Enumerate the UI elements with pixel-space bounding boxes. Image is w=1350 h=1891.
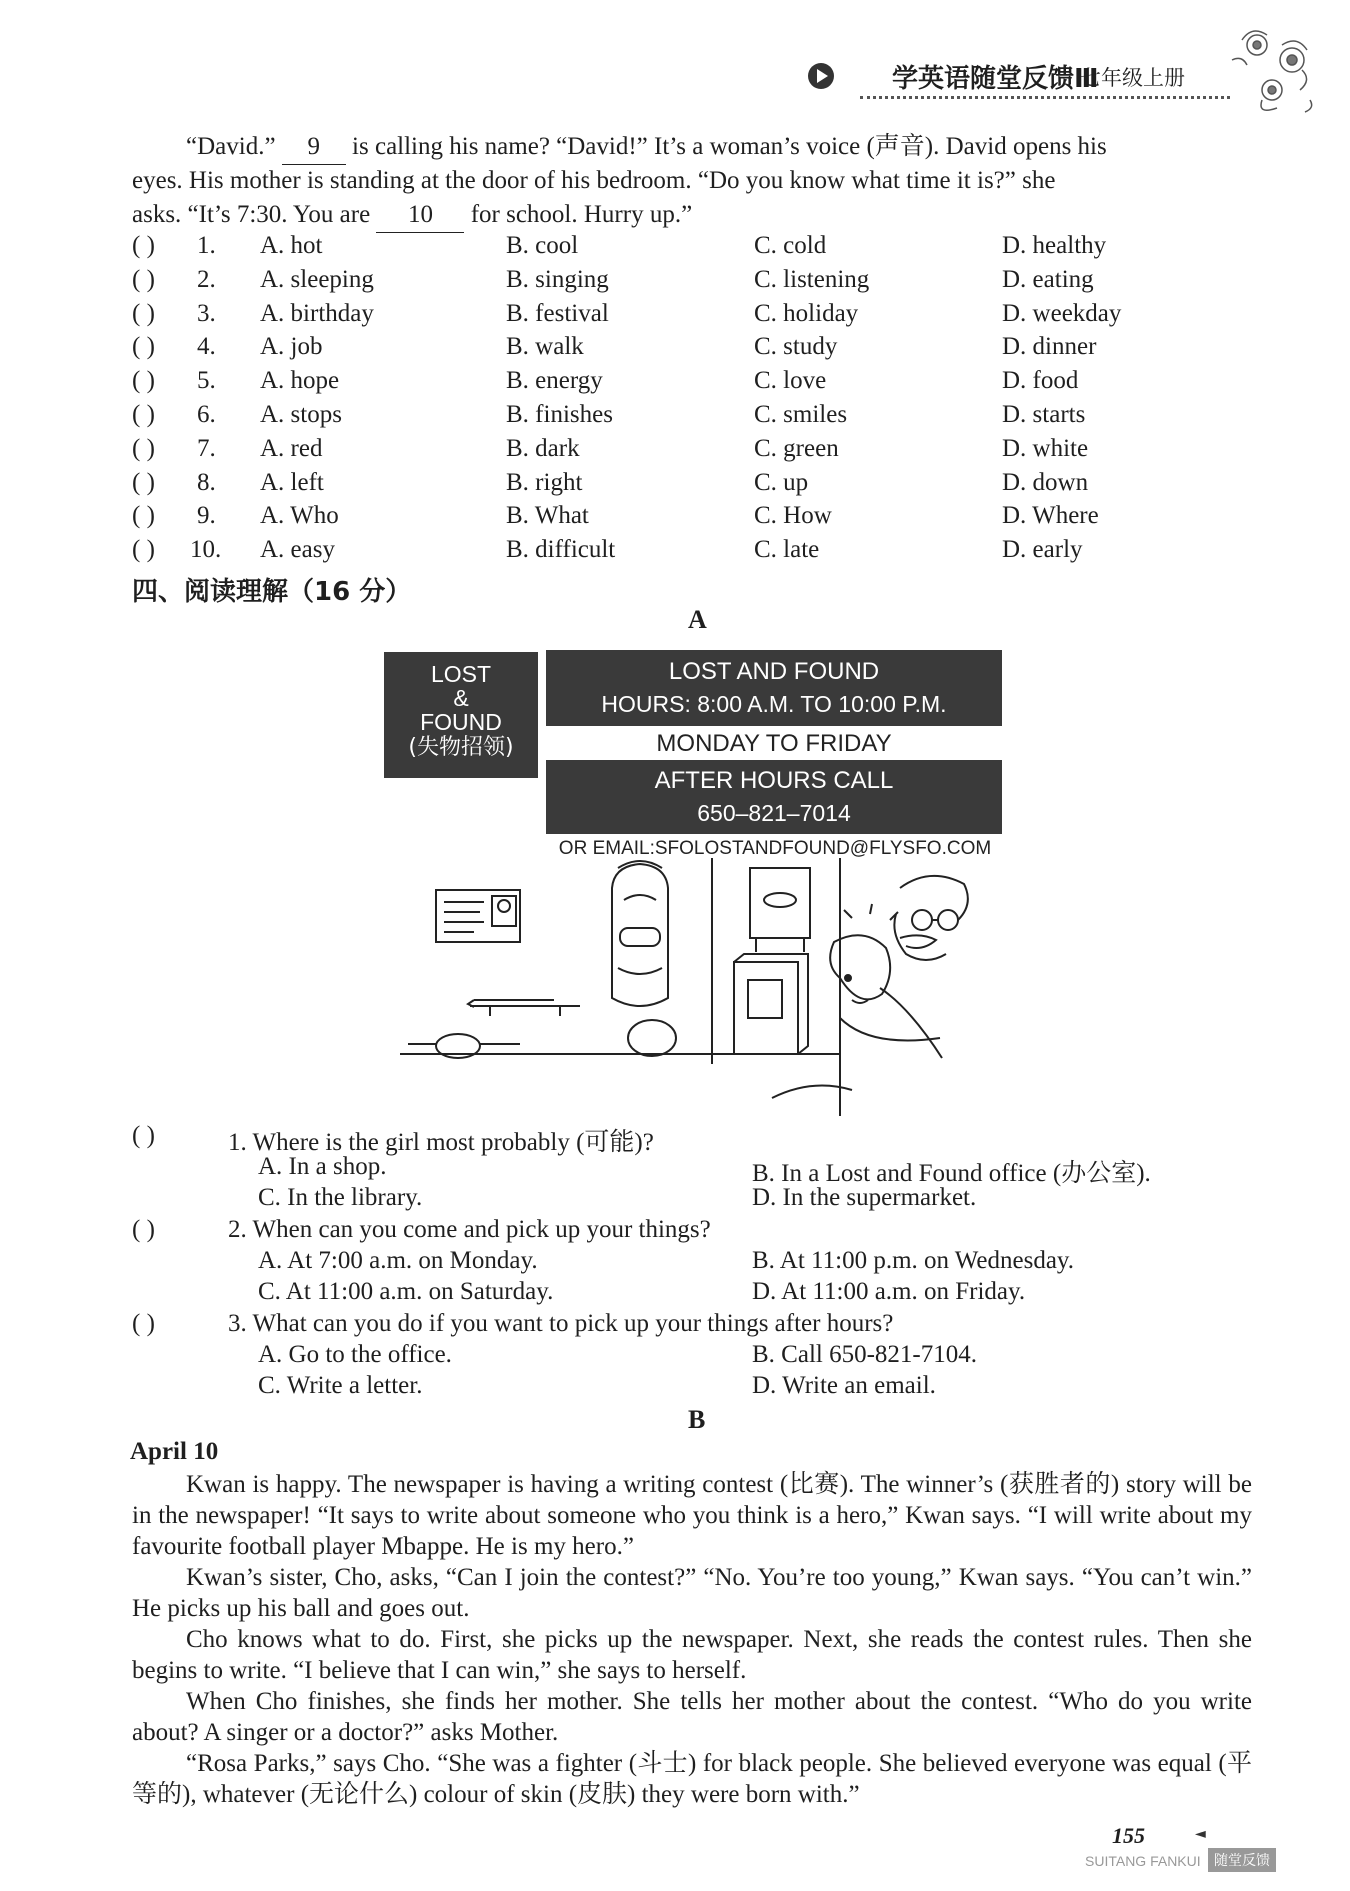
option-c[interactable]: C. How bbox=[754, 502, 832, 530]
option-d[interactable]: D. Write an email. bbox=[752, 1372, 936, 1399]
question-number: 1. bbox=[197, 232, 216, 259]
option-a[interactable]: A. hot bbox=[260, 232, 323, 259]
cloze-row bbox=[132, 367, 1252, 401]
option-c[interactable]: C. smiles bbox=[754, 401, 848, 428]
poster-title-box: LOST AND FOUND HOURS: 8:00 A.M. TO 10:00 P.M. bbox=[546, 650, 1002, 726]
answer-bracket[interactable]: ( ) bbox=[132, 333, 155, 361]
cloze-row bbox=[132, 333, 1252, 367]
option-c[interactable]: C. green bbox=[754, 434, 839, 462]
answer-bracket[interactable]: ( ) bbox=[132, 502, 155, 530]
option-d[interactable]: D. early bbox=[1002, 536, 1083, 564]
poster-email: OR EMAIL:SFOLOSTANDFOUND@FLYSFO.COM bbox=[558, 838, 992, 859]
option-d[interactable]: D. down bbox=[1002, 468, 1089, 496]
diary-date: April 10 bbox=[130, 1438, 219, 1465]
question-number: 10. bbox=[190, 536, 222, 564]
option-d[interactable]: D. Where bbox=[1002, 502, 1099, 530]
option-c[interactable]: C. Write a letter. bbox=[258, 1372, 423, 1399]
option-a[interactable]: A. left bbox=[260, 468, 324, 496]
option-b[interactable]: B. finishes bbox=[506, 401, 613, 428]
option-b[interactable]: B. cool bbox=[506, 232, 579, 259]
cloze-row bbox=[132, 435, 1252, 469]
question-stem: 1. Where is the girl most probably (可能)? bbox=[228, 1129, 654, 1156]
option-b[interactable]: B. At 11:00 p.m. on Wednesday. bbox=[752, 1247, 1075, 1274]
option-b[interactable]: B. singing bbox=[506, 265, 609, 293]
option-c[interactable]: C. listening bbox=[754, 265, 870, 293]
story-paragraph: When Cho finishes, she finds her mother. She tells her mother about the contest. “Who do you write about? A singer or a doctor?” asks Mother. bbox=[132, 1688, 1252, 1746]
answer-bracket[interactable]: ( ) bbox=[132, 299, 155, 327]
answer-bracket[interactable]: ( ) bbox=[132, 468, 155, 496]
header-divider bbox=[860, 96, 1230, 99]
passage-line-1: “David.” 9 is calling his name? “David!” It’s a woman’s voice (声音). David opens his bbox=[186, 130, 1107, 165]
option-c[interactable]: C. cold bbox=[754, 232, 827, 259]
option-b[interactable]: B. right bbox=[506, 468, 583, 496]
poster-days: MONDAY TO FRIDAY bbox=[656, 730, 892, 757]
cloze-row bbox=[132, 502, 1252, 536]
option-d[interactable]: D. In the supermarket. bbox=[752, 1184, 977, 1211]
answer-bracket[interactable]: ( ) bbox=[132, 1216, 155, 1243]
question-number: 5. bbox=[197, 367, 216, 395]
option-b[interactable]: B. difficult bbox=[506, 536, 616, 564]
option-d[interactable]: D. starts bbox=[1002, 401, 1086, 428]
story-paragraph: Cho knows what to do. First, she picks up the newspaper. Next, she reads the contest rules. Then she begins to write. “I believe that I can win,” she says to herself. bbox=[132, 1626, 1252, 1684]
answer-bracket[interactable]: ( ) bbox=[132, 367, 155, 395]
story-paragraph: “Rosa Parks,” says Cho. “She was a fighter (斗士) for black people. She believed everyone was equal (平等的), whatever (无论什么) colour of skin (皮肤) they were born with.” bbox=[132, 1750, 1252, 1808]
option-d[interactable]: D. healthy bbox=[1002, 232, 1107, 259]
option-b[interactable]: B. festival bbox=[506, 299, 609, 327]
cloze-row bbox=[132, 536, 1252, 570]
blank-9[interactable]: 9 bbox=[282, 130, 346, 165]
question-number: 3. bbox=[197, 299, 216, 327]
flower-decoration-icon bbox=[1222, 20, 1322, 120]
poster-after-hours-box: AFTER HOURS CALL 650–821–7014 bbox=[546, 760, 1002, 834]
lost-and-found-illustration bbox=[400, 858, 980, 1116]
option-a[interactable]: A. stops bbox=[260, 401, 342, 428]
question-number: 7. bbox=[197, 434, 216, 462]
option-a[interactable]: A. red bbox=[260, 434, 323, 462]
section-title: 四、阅读理解（16 分） bbox=[132, 577, 412, 607]
option-d[interactable]: D. food bbox=[1002, 367, 1079, 395]
option-a[interactable]: A. sleeping bbox=[260, 265, 374, 293]
question-number: 2. bbox=[197, 265, 216, 293]
cloze-row bbox=[132, 401, 1252, 435]
option-a[interactable]: A. job bbox=[260, 333, 323, 361]
part-a-label: A bbox=[688, 605, 707, 634]
question-number: 9. bbox=[197, 502, 216, 530]
answer-bracket[interactable]: ( ) bbox=[132, 1122, 155, 1149]
option-d[interactable]: D. weekday bbox=[1002, 299, 1122, 327]
option-d[interactable]: D. dinner bbox=[1002, 333, 1097, 361]
answer-bracket[interactable]: ( ) bbox=[132, 401, 155, 428]
cloze-row bbox=[132, 232, 1252, 266]
option-d[interactable]: D. At 11:00 a.m. on Friday. bbox=[752, 1278, 1026, 1305]
answer-bracket[interactable]: ( ) bbox=[132, 434, 155, 462]
story-paragraph: Kwan’s sister, Cho, asks, “Can I join the contest?” “No. You’re too young,” Kwan says. “You can’t win.” He picks up his ball and goes out. bbox=[132, 1564, 1252, 1622]
answer-bracket[interactable]: ( ) bbox=[132, 232, 155, 259]
cloze-row bbox=[132, 266, 1252, 300]
option-c[interactable]: C. study bbox=[754, 333, 838, 361]
book-subtitle: 七年级上册 bbox=[1080, 66, 1185, 90]
option-c[interactable]: C. up bbox=[754, 468, 809, 496]
option-a[interactable]: A. At 7:00 a.m. on Monday. bbox=[258, 1247, 538, 1274]
passage-line-3: asks. “It’s 7:30. You are 10 for school. Hurry up.” bbox=[132, 198, 692, 233]
answer-bracket[interactable]: ( ) bbox=[132, 1310, 155, 1337]
option-d[interactable]: D. eating bbox=[1002, 265, 1094, 293]
option-a[interactable]: A. Go to the office. bbox=[258, 1341, 452, 1368]
poster-left-box: LOST & FOUND (失物招领) bbox=[384, 652, 538, 778]
option-a[interactable]: A. hope bbox=[260, 367, 340, 395]
question-number: 6. bbox=[197, 401, 216, 428]
question-number: 4. bbox=[197, 333, 216, 361]
option-d[interactable]: D. white bbox=[1002, 434, 1089, 462]
question-stem: 3. What can you do if you want to pick up your things after hours? bbox=[228, 1310, 894, 1337]
question-stem: 2. When can you come and pick up your things? bbox=[228, 1216, 711, 1243]
option-c[interactable]: C. At 11:00 a.m. on Saturday. bbox=[258, 1278, 554, 1305]
part-b-label: B bbox=[688, 1405, 706, 1434]
footer-brand-cn: 随堂反馈 bbox=[1208, 1848, 1276, 1872]
option-b[interactable]: B. dark bbox=[506, 434, 580, 462]
cloze-row bbox=[132, 300, 1252, 334]
option-c[interactable]: C. love bbox=[754, 367, 827, 395]
cloze-row bbox=[132, 469, 1252, 503]
option-c[interactable]: C. In the library. bbox=[258, 1184, 423, 1211]
option-a[interactable]: A. birthday bbox=[260, 299, 374, 327]
option-b[interactable]: B. energy bbox=[506, 367, 603, 395]
option-a[interactable]: A. In a shop. bbox=[258, 1153, 387, 1180]
option-a[interactable]: A. Who bbox=[260, 502, 339, 530]
option-b[interactable]: B. In a Lost and Found office (办公室). bbox=[752, 1160, 1151, 1187]
footer-brand-en: SUITANG FANKUI bbox=[1085, 1853, 1201, 1869]
page-number: 155 bbox=[1112, 1823, 1145, 1848]
option-b[interactable]: B. Call 650-821-7104. bbox=[752, 1341, 977, 1368]
question-number: 8. bbox=[197, 468, 216, 496]
option-c[interactable]: C. holiday bbox=[754, 299, 859, 327]
story-paragraph: Kwan is happy. The newspaper is having a writing contest (比赛). The winner’s (获胜者的) story will be in the newspaper! “It says to write about someone who you think is a hero,” Kwan says. “I will write about my favourite football player Mbappe. He is my hero.” bbox=[132, 1471, 1252, 1560]
option-c[interactable]: C. late bbox=[754, 536, 820, 564]
passage-line-2: eyes. His mother is standing at the door of his bedroom. “Do you know what time it is?” she bbox=[132, 167, 1056, 194]
answer-bracket[interactable]: ( ) bbox=[132, 536, 155, 564]
blank-10[interactable]: 10 bbox=[376, 198, 464, 233]
option-a[interactable]: A. easy bbox=[260, 536, 335, 564]
page-marker-icon: ◄ bbox=[1195, 1826, 1206, 1842]
answer-bracket[interactable]: ( ) bbox=[132, 265, 155, 293]
option-b[interactable]: B. What bbox=[506, 502, 589, 530]
option-b[interactable]: B. walk bbox=[506, 333, 584, 361]
book-title: 学英语随堂反馈Ⅲ bbox=[892, 64, 1099, 94]
play-circle-icon bbox=[806, 61, 836, 91]
